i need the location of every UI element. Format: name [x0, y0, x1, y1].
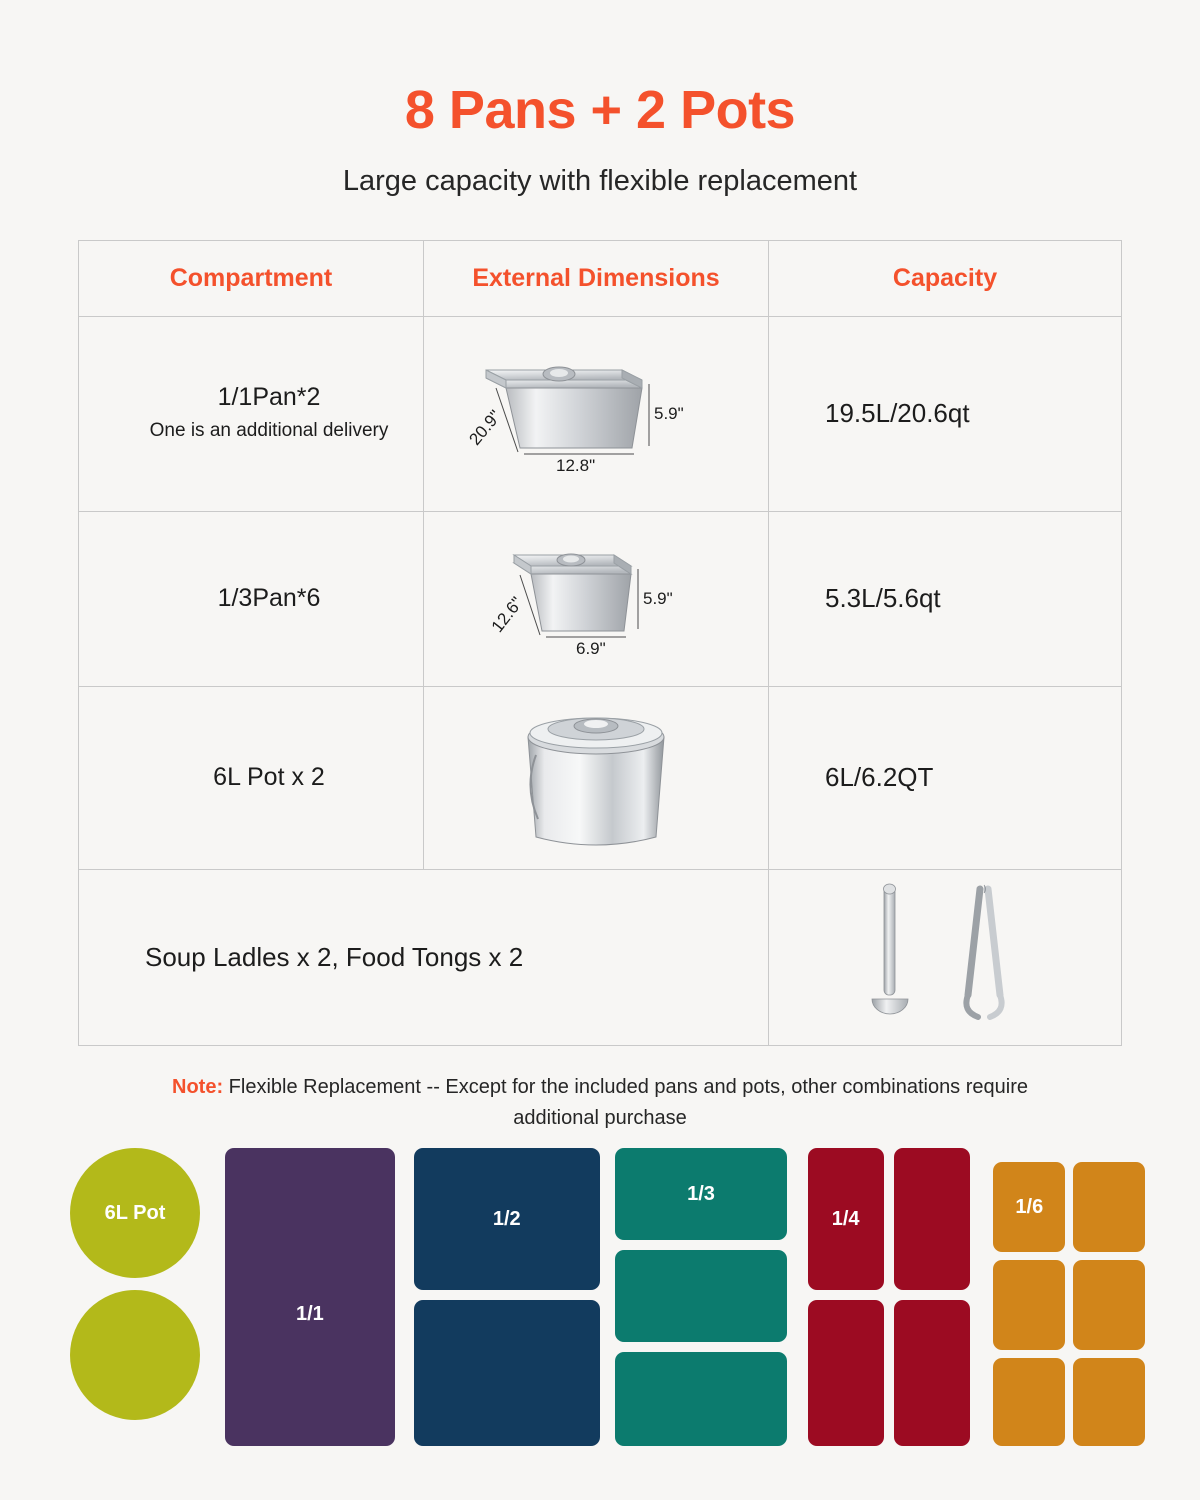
- cell-dimensions-3: [424, 687, 769, 869]
- capacity-value-3: 6L/6.2QT: [825, 762, 934, 793]
- dimension-height-2: 5.9": [643, 588, 673, 608]
- dimension-length-2: 12.6": [487, 593, 527, 636]
- legend-label-1-4: 1/4: [831, 1207, 860, 1230]
- legend-group-1-3: [615, 1148, 770, 1458]
- dimension-width-1: 12.8": [556, 456, 596, 476]
- ladle-and-tongs-icon: [820, 875, 1070, 1040]
- legend-swatch-1-4-b: [894, 1148, 970, 1290]
- cell-dimensions-2: [424, 512, 769, 686]
- legend-label-pot: 6L Pot: [104, 1201, 166, 1224]
- table-header-capacity: [769, 241, 1121, 316]
- legend-swatch-1-2-b: [414, 1300, 600, 1446]
- page-subtitle: Large capacity with flexible replacement: [342, 164, 858, 197]
- dimension-height-1: 5.9": [654, 404, 684, 424]
- table-header-dimensions: [424, 241, 769, 316]
- spec-table: [78, 240, 1122, 1046]
- dimension-width-2: 6.9": [576, 638, 606, 658]
- cell-accessories-icons: [769, 870, 1121, 1045]
- pan-1-3-figure: [446, 519, 746, 679]
- header-label-dimensions: External Dimensions: [472, 263, 720, 292]
- legend-swatch-1-6-d: [1073, 1260, 1145, 1350]
- legend-group-1-1: [225, 1148, 378, 1458]
- accessories-text: Soup Ladles x 2, Food Tongs x 2: [145, 941, 524, 972]
- legend-label-1-1: 1/1: [295, 1303, 324, 1325]
- note-block: [150, 1072, 1050, 1134]
- legend-swatch-1-3-a: [615, 1148, 787, 1240]
- compartment-name-2: 1/3Pan*6: [217, 584, 321, 613]
- legend-group-1-2: [414, 1148, 581, 1458]
- compartment-note-1: One is an additional delivery: [149, 420, 389, 442]
- legend-label-1-6: 1/6: [1015, 1195, 1044, 1218]
- cell-compartment-2: [79, 512, 424, 686]
- legend-swatch-1-4-d: [894, 1300, 970, 1446]
- cell-dimensions-1: [424, 317, 769, 511]
- page-title: 8 Pans + 2 Pots: [404, 80, 796, 140]
- legend-swatch-pot: [70, 1148, 200, 1278]
- legend-swatch-1-4-a: [808, 1148, 884, 1290]
- legend-swatch-1-3-c: [615, 1352, 787, 1446]
- cell-compartment-1: [79, 317, 424, 511]
- table-header-row: [79, 241, 1121, 317]
- table-row: [79, 687, 1121, 870]
- cell-compartment-3: [79, 687, 424, 869]
- dimension-length-1: 20.9": [465, 406, 506, 449]
- legend-swatch-pot-2: [70, 1290, 200, 1420]
- stock-pot-icon: [466, 695, 726, 860]
- note-label: Note:: [172, 1075, 224, 1098]
- legend-swatch-1-6-c: [993, 1260, 1065, 1350]
- legend-group-pot: [70, 1148, 187, 1458]
- table-row: [79, 512, 1121, 687]
- pot-figure: [466, 695, 726, 860]
- header-label-compartment: Compartment: [169, 263, 333, 292]
- legend-label-1-2: 1/2: [492, 1207, 521, 1230]
- legend-swatch-1-4-c: [808, 1300, 884, 1446]
- cell-capacity-3: [769, 687, 1121, 869]
- legend-swatch-1-3-b: [615, 1250, 787, 1342]
- header-label-capacity: Capacity: [892, 263, 998, 292]
- legend-swatch-1-6-e: [993, 1358, 1065, 1446]
- pan-size-legend: [70, 1148, 1130, 1458]
- cell-capacity-2: [769, 512, 1121, 686]
- cell-capacity-1: [769, 317, 1121, 511]
- capacity-value-2: 5.3L/5.6qt: [825, 583, 941, 614]
- compartment-name-3: 6L Pot x 2: [213, 763, 325, 792]
- legend-group-1-4: [808, 1148, 954, 1458]
- capacity-value-1: 19.5L/20.6qt: [825, 398, 970, 429]
- legend-swatch-1-6-a: [993, 1162, 1065, 1252]
- pan-1-1-figure: [446, 326, 746, 501]
- legend-swatch-1-1: [225, 1148, 395, 1446]
- legend-group-1-6: [993, 1148, 1130, 1458]
- table-header-compartment: [79, 241, 424, 316]
- legend-swatch-1-6-f: [1073, 1358, 1145, 1446]
- note-text: Flexible Replacement -- Except for the included pans and pots, other combinations require additional purchase: [228, 1075, 1028, 1129]
- table-row: [79, 317, 1121, 512]
- cell-accessories-label: [79, 870, 769, 1045]
- legend-label-1-3: 1/3: [687, 1182, 715, 1205]
- table-row-accessories: [79, 870, 1121, 1045]
- legend-swatch-1-2-a: [414, 1148, 600, 1290]
- legend-swatch-1-6-b: [1073, 1162, 1145, 1252]
- compartment-name-1: 1/1Pan*2: [217, 383, 321, 412]
